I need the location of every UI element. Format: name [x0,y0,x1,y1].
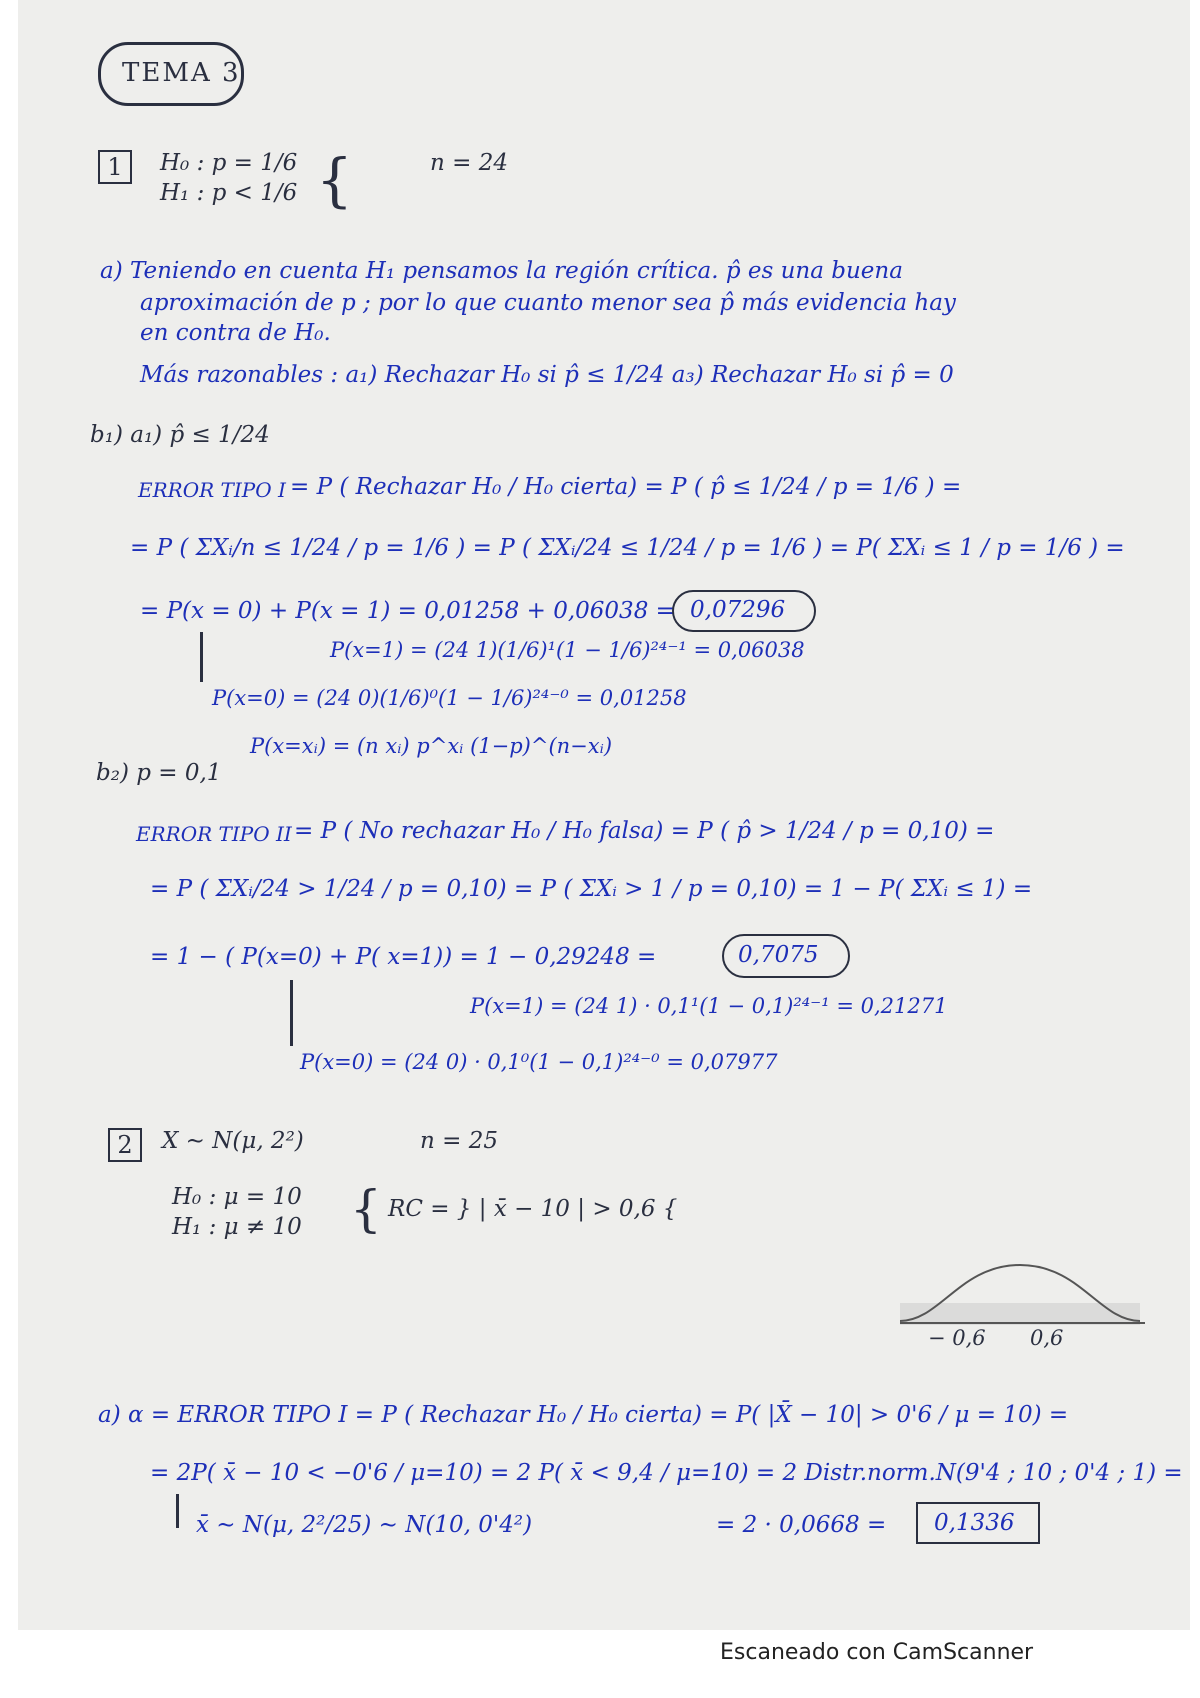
ex1-a-line1: a) Teniendo en cuenta H₁ pensamos la región crítica. p̂ es una buena [100,258,903,284]
ex1-err2-line1: = P ( No rechazar H₀ / H₀ falsa) = P ( p̂ > 1/24 / p = 0,10) = [294,818,995,844]
ex1-err2-line2: = P ( ΣXᵢ/24 > 1/24 / p = 0,10) = P ( ΣXᵢ > 1 / p = 0,10) = 1 − P( ΣXᵢ ≤ 1) = [150,876,1033,902]
ex2-critical-region: RC = } | x̄ − 10 | > 0,6 { [388,1196,678,1222]
ex2-a-result: 0,1336 [934,1510,1015,1536]
ex1-err1-sub1: P(x=1) = (24 1)(1/6)¹(1 − 1/6)²⁴⁻¹ = 0,06038 [330,638,805,662]
exercise-2-number: 2 [108,1128,142,1162]
ex1-err2-result: 0,7075 [738,942,819,968]
bell-right-label: 0,6 [1030,1326,1064,1350]
ex1-b2: b₂) p = 0,1 [96,760,222,786]
ex1-err2-line3: = 1 − ( P(x=0) + P( x=1)) = 1 − 0,29248 = [150,944,657,970]
ex2-distribution: X ∼ N(μ, 2²) [162,1128,304,1154]
camscanner-watermark: Escaneado con CamScanner [720,1640,1034,1665]
brace: { [350,1180,382,1238]
ex1-err1-line2: = P ( ΣXᵢ/n ≤ 1/24 / p = 1/6 ) = P ( ΣXᵢ/24 ≤ 1/24 / p = 1/6 ) = P( ΣXᵢ ≤ 1 / p = 1/6 ) = [130,535,1125,561]
ex2-a-line3: x̄ ∼ N(μ, 2²/25) ∼ N(10, 0'4²) [196,1512,533,1538]
arrow-line [176,1494,179,1528]
brace: { [316,146,353,214]
ex2-h1: H₁ : μ ≠ 10 [172,1214,302,1240]
arrow-line [290,980,293,1046]
arrow-line [200,632,203,682]
ex1-h1: H₁ : p < 1/6 [160,180,298,206]
ex1-a-line3: en contra de H₀. [140,320,331,346]
ex1-a-line2: aproximación de p ; por lo que cuanto menor sea p̂ más evidencia hay [140,290,956,316]
error-tipo-1-label: ERROR TIPO I [138,478,286,502]
page-title: TEMA 3 [122,58,241,88]
ex1-err2-sub2: P(x=0) = (24 0) · 0,1⁰(1 − 0,1)²⁴⁻⁰ = 0,07977 [300,1050,778,1074]
ex2-a-line4: = 2 · 0,0668 = [716,1512,887,1538]
bell-left-label: − 0,6 [928,1326,986,1350]
error-tipo-2-label: ERROR TIPO II [136,822,292,846]
ex1-err1-line1: = P ( Rechazar H₀ / H₀ cierta) = P ( p̂ ≤ 1/24 / p = 1/6 ) = [290,474,962,500]
ex1-err1-result: 0,07296 [690,597,786,623]
ex2-a-line1: a) α = ERROR TIPO I = P ( Rechazar H₀ / H₀ cierta) = P( |X̄ − 10| > 0'6 / μ = 10) = [98,1402,1069,1428]
ex2-a-line2: = 2P( x̄ − 10 < −0'6 / μ=10) = 2 P( x̄ < 9,4 / μ=10) = 2 Distr.norm.N(9'4 ; 10 ; 0'4 ; 1) = [150,1460,1183,1486]
ex1-b1: b₁) a₁) p̂ ≤ 1/24 [90,422,270,448]
ex1-err1-line3: = P(x = 0) + P(x = 1) = 0,01258 + 0,06038 = [140,598,675,624]
ex1-h0: H₀ : p = 1/6 [160,150,298,176]
scanned-page [18,0,1190,1630]
ex1-err1-sub2: P(x=0) = (24 0)(1/6)⁰(1 − 1/6)²⁴⁻⁰ = 0,01258 [212,686,687,710]
ex1-n: n = 24 [430,150,508,176]
ex1-mas-razonables: Más razonables : a₁) Rechazar H₀ si p̂ ≤ 1/24 a₃) Rechazar H₀ si p̂ = 0 [140,362,954,388]
ex2-h0: H₀ : μ = 10 [172,1184,302,1210]
ex2-n: n = 25 [420,1128,498,1154]
ex1-binomial-formula: P(x=xᵢ) = (n xᵢ) p^xᵢ (1−p)^(n−xᵢ) [250,734,613,758]
exercise-1-number: 1 [98,150,132,184]
ex1-err2-sub1: P(x=1) = (24 1) · 0,1¹(1 − 0,1)²⁴⁻¹ = 0,21271 [470,994,948,1018]
